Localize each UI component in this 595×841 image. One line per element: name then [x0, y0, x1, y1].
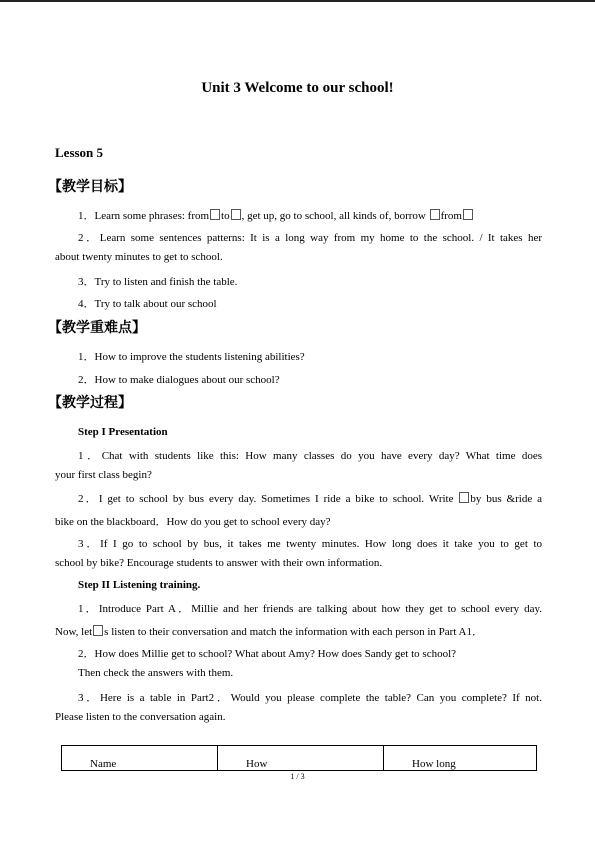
goal-1-part-a: 1．Learn some phrases: from	[78, 210, 210, 222]
blank-box-icon	[459, 492, 469, 503]
blank-box-icon	[93, 625, 103, 636]
goal-1-part-d: from	[440, 210, 462, 222]
section-keypoints: 【教学重难点】	[48, 320, 146, 336]
step-1-p2-post: by bus &ride a	[470, 493, 542, 505]
step-1-p1-line-2: your first class begin?	[55, 469, 152, 481]
step-2-p1-pre: Now, let	[55, 626, 93, 638]
goal-2-line-2: about twenty minutes to get to school.	[55, 251, 223, 263]
goal-2-line-1: 2．Learn some sentences patterns: It is a long way from my home to the school. / It takes her	[78, 232, 542, 244]
step-1-p2-pre: 2．I get to school by bus every day. Sometimes I ride a bike to school. Write	[78, 493, 459, 505]
step-1-p3-line-2: school by bike? Encourage students to answer with their own information.	[55, 557, 383, 569]
goal-1-part-c: , get up, go to school, all kinds of, borrow	[241, 210, 429, 222]
table-header-how-long: How long	[384, 746, 537, 771]
step-1-p3-line-1: 3．If I go to school by bus, it takes me twenty minutes. How long does it take you to get to	[78, 538, 542, 550]
keypoint-1: 1．How to improve the students listening abilities?	[78, 351, 305, 363]
table-header-how: How	[218, 746, 384, 771]
section-process: 【教学过程】	[48, 395, 132, 411]
step-2-p1-line-2	[55, 623, 483, 639]
step-1-title: Step I Presentation	[78, 426, 168, 438]
top-rule	[0, 0, 595, 2]
step-2-p3-line-1: 3．Here is a table in Part2．Would you please complete the table? Can you complete? If not.	[78, 692, 542, 704]
lesson-heading: Lesson 5	[55, 145, 104, 160]
table-header-row	[62, 746, 537, 771]
goal-4: 4．Try to talk about our school	[78, 298, 217, 310]
step-1-p2-line-2: bike on the blackboard．How do you get to school every day?	[55, 516, 331, 528]
goal-3: 3．Try to listen and finish the table.	[78, 276, 238, 288]
step-2-title: Step II Listening training.	[78, 579, 201, 591]
step-2-p2: 2．How does Millie get to school? What about Amy? How does Sandy get to school?	[78, 648, 457, 660]
step-2-p1-line-1: 1．Introduce Part A．Millie and her friends are talking about how they get to school every day.	[78, 603, 542, 615]
table-header-name: Name	[62, 746, 218, 771]
step-2-p1-post: s listen to their conversation and match the information with each person in Part A1．	[104, 626, 483, 638]
step-2-p3-line-2: Please listen to the conversation again.	[55, 711, 226, 723]
answer-table	[61, 745, 537, 771]
step-1-p1-line-1: 1．Chat with students like this: How many classes do you have every day? What time does	[78, 450, 542, 462]
goal-1	[78, 207, 474, 223]
blank-box-icon	[210, 209, 220, 220]
blank-box-icon	[231, 209, 241, 220]
goal-1-part-b: to	[221, 210, 230, 222]
page-title: Unit 3 Welcome to our school!	[201, 80, 394, 96]
keypoint-2: 2．How to make dialogues about our school?	[78, 374, 280, 386]
section-goals: 【教学目标】	[48, 179, 132, 195]
page-number: 1 / 3	[290, 772, 305, 781]
blank-box-icon	[430, 209, 440, 220]
blank-box-icon	[463, 209, 473, 220]
step-2-p2b: Then check the answers with them.	[78, 667, 234, 679]
step-1-p2-line-1	[78, 490, 542, 506]
